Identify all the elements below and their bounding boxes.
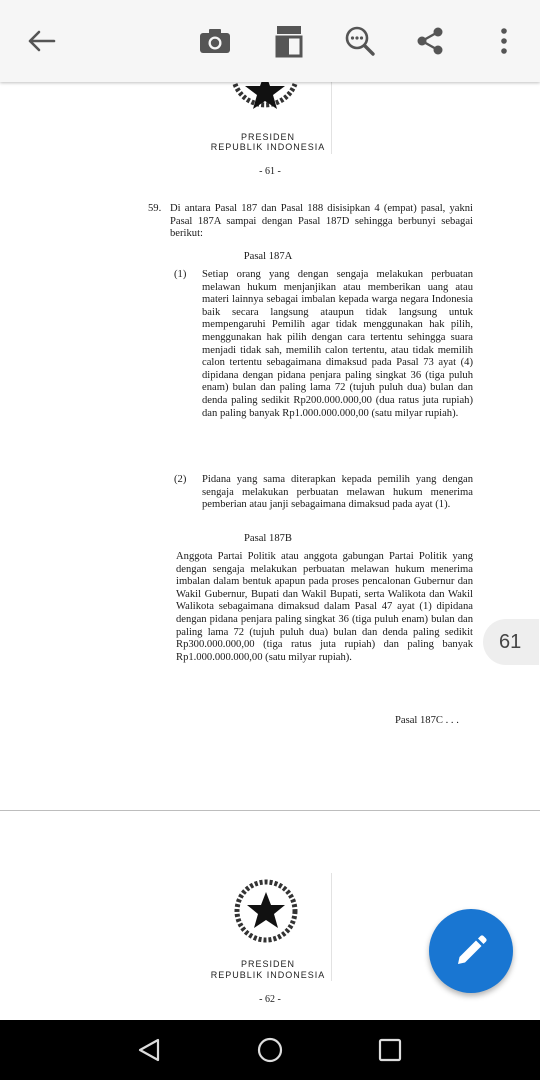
nav-back-button[interactable] — [131, 1032, 167, 1068]
page-number: - 62 - — [259, 994, 281, 1005]
intro-text: Di antara Pasal 187 dan Pasal 188 disisipkan 4 (empat) pasal, yakni Pasal 187A sampai dengan Pasal 187D sehingga berbunyi sebagai berikut: — [170, 203, 473, 240]
square-recents-icon — [377, 1037, 403, 1063]
search-button[interactable] — [340, 21, 380, 61]
garuda-emblem-header — [204, 873, 332, 981]
more-vert-icon — [499, 26, 509, 56]
layout-button[interactable] — [269, 21, 309, 61]
camera-button[interactable] — [195, 21, 235, 61]
emblem-label-republik: REPUBLIK INDONESIA — [210, 970, 326, 980]
nav-recents-button[interactable] — [372, 1032, 408, 1068]
emblem-icon — [204, 877, 332, 953]
pencil-edit-icon — [454, 934, 488, 968]
search-zoom-icon — [344, 25, 376, 57]
pasal-187b-text: Anggota Partai Politik atau anggota gabungan Partai Politik yang dengan sengaja melakukan perbuatan melawan hukum menerima imbalan dalam bentuk apapun pada proses pencalonan Gubernur dan Wakil Gubernur, Bupati dan Wakil Bupati, serta Walikota dan Wakil Walikota sebagaimana dimaksud dalam Pasal 47 ayat (1) dipidana dengan pidana penjara paling singkat 36 (tiga puluh enam) bulan dan paling lama 72 (tujuh puluh dua) bulan dan denda paling sedikit Rp300.000.000,00 (tiga ratus juta rupiah) dan paling banyak Rp1.000.000.000,00 (satu milyar rupiah). — [176, 551, 473, 663]
continuation-text: Pasal 187C . . . — [395, 715, 459, 726]
emblem-label-republik: REPUBLIK INDONESIA — [210, 142, 326, 152]
pasal-187a-title: Pasal 187A — [243, 251, 293, 262]
emblem-label-presiden: PRESIDEN — [240, 959, 295, 969]
share-icon — [415, 26, 445, 56]
intro-block — [148, 203, 473, 241]
document-page-61[interactable] — [0, 82, 540, 810]
ayat-2-text: Pidana yang sama diterapkan kepada pemilih yang dengan sengaja melakukan perbuatan melawan hukum menerima pemberian atau janji sebagaimana dimaksud pada ayat (1). — [202, 474, 473, 511]
edit-fab-button[interactable] — [429, 909, 513, 993]
arrow-left-icon — [26, 29, 56, 53]
camera-icon — [198, 27, 232, 55]
top-toolbar — [0, 0, 540, 82]
share-button[interactable] — [410, 21, 450, 61]
nav-home-button[interactable] — [252, 1032, 288, 1068]
triangle-back-icon — [136, 1037, 162, 1063]
system-navigation-bar — [0, 1020, 540, 1080]
emblem-icon — [204, 82, 332, 128]
page-indicator-badge[interactable]: 61 — [483, 619, 539, 665]
more-options-button[interactable] — [484, 21, 524, 61]
layout-icon — [275, 24, 303, 58]
page-number: - 61 - — [259, 166, 281, 177]
garuda-emblem-header — [204, 82, 332, 154]
circle-home-icon — [256, 1036, 284, 1064]
ayat-1-text: Setiap orang yang dengan sengaja melakukan perbuatan melawan hukum menjanjikan atau memberikan uang atau materi lainnya sebagai imbalan kepada warga negara Indonesia baik secara langsung ataupun tidak langsung untuk mempengaruhi Pemilih agar tidak menggunakan hak pilih, menggunakan hak pilih dengan cara tertentu sehingga suara menjadi tidak sah, memilih calon tertentu, atau tidak memilih calon tertentu sebagaimana dimaksud pada Pasal 73 ayat (4) dipidana dengan pidana penjara paling singkat 36 (tiga puluh enam) bulan dan paling lama 72 (tujuh puluh dua) bulan dan denda paling sedikit Rp200.000.000,00 (dua ratus juta rupiah) dan paling banyak Rp1.000.000.000,00 (satu milyar rupiah). — [202, 269, 473, 419]
back-button[interactable] — [21, 21, 61, 61]
ayat-1-label: (1) — [174, 269, 187, 280]
item-number: 59. — [148, 203, 162, 214]
pasal-187b-title: Pasal 187B — [244, 533, 292, 544]
ayat-2-label: (2) — [174, 474, 187, 485]
emblem-label-presiden: PRESIDEN — [240, 132, 295, 142]
